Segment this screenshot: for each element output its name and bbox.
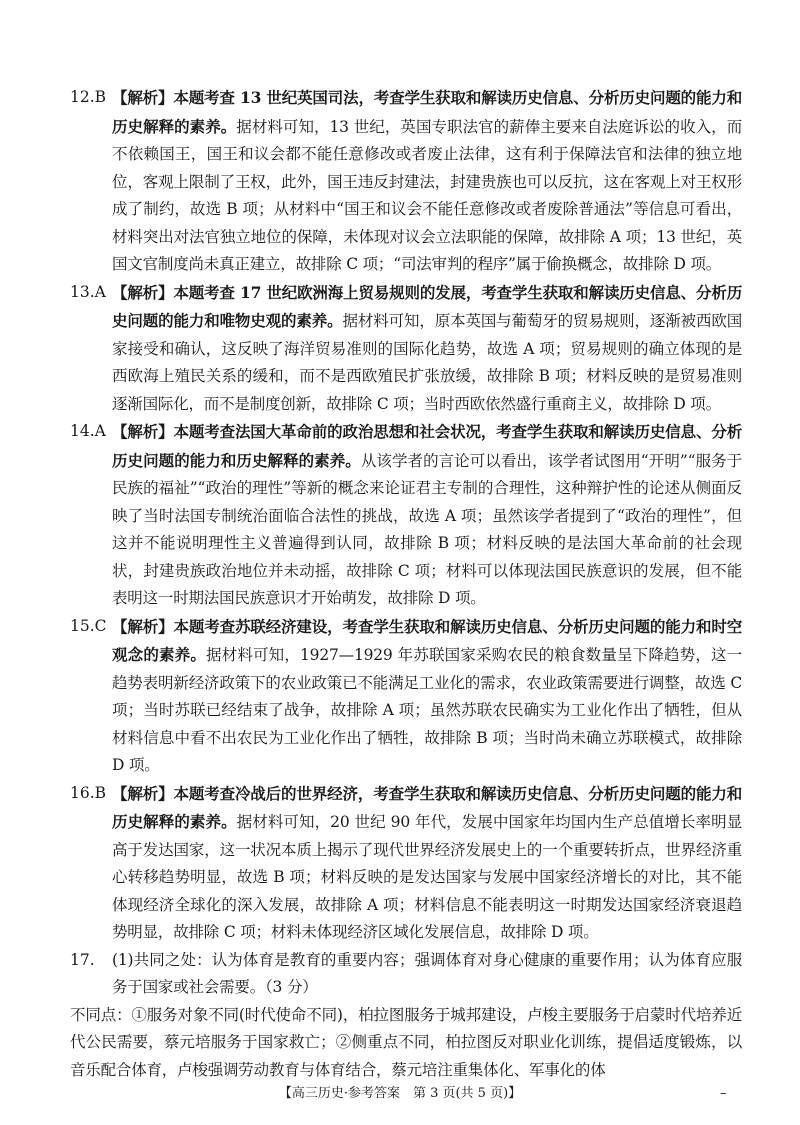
explanation bbox=[112, 84, 742, 279]
question-number: 13.A bbox=[70, 282, 106, 301]
explanation-lead: 【解析】本题考查苏联经济建设，考查学生获取和解读历史信息、分析历史问题的能力和时空观念的素养。 bbox=[112, 616, 742, 664]
question-number: 17. bbox=[70, 950, 95, 969]
explanation bbox=[112, 613, 742, 780]
answer-item-12 bbox=[70, 84, 742, 279]
explanation-text: 据材料可知，原本英国与葡萄牙的贸易规则，逐渐被西欧国家接受和确认，这反映了海洋贸易准则的国际化趋势，故选 A 项；贸易规则的确立体现的是西欧海上殖民关系的缓和，而不是西欧殖民扩张放缓，故排除 B 项；材料反映的是贸易准则逐渐国际化，而不是制度创新，故排除 C 项；当时西欧依然盛行重商主义，故排除 D 项。 bbox=[112, 312, 742, 413]
explanation bbox=[112, 780, 742, 947]
corner-mark: – bbox=[720, 1086, 727, 1101]
page-footer: 【高三历史·参考答案 第 3 页(共 5 页)】 bbox=[278, 1086, 522, 1101]
explanation-text: 据材料可知，20 世纪 90 年代，发展中国家年均国内生产总值增长率明显高于发达国家，这一状况本质上揭示了现代世界经济发展史上的一个重要转折点，世界经济重心转移趋势明显，故选 B 项；材料反映的是发达国家与发展中国家经济增长的对比，其不能体现经济全球化的深入发展，故排除 A 项；材料信息不能表明这一时期发达国家经济衰退趋势明显，故排除 C 项；材料未体现经济区域化发展信息，故排除 D 项。 bbox=[112, 813, 742, 941]
answer-item-17 bbox=[70, 947, 742, 1002]
part-2-text: 不同点：①服务对象不同(时代使命不同)，柏拉图服务于城邦建设，卢梭主要服务于启蒙时代培养近代公民需要，蔡元培服务于国家救亡；②侧重点不同，柏拉图反对职业化训练，提倡适度锻炼，以音乐配合体育，卢梭强调劳动教育与体育结合，蔡元培注重集体化、军事化的体 bbox=[70, 1005, 742, 1079]
explanation bbox=[112, 947, 742, 1002]
explanation-lead: 【解析】本题考查 17 世纪欧洲海上贸易规则的发展，考查学生获取和解读历史信息、分析历史问题的能力和唯物史观的素养。 bbox=[112, 282, 742, 330]
question-number: 16.B bbox=[70, 783, 107, 802]
part-1-text: (1)共同之处：认为体育是教育的重要内容；强调体育对身心健康的重要作用；认为体育应服务于国家或社会需要。（3 分） bbox=[112, 950, 742, 996]
question-number: 15.C bbox=[70, 616, 107, 635]
explanation bbox=[112, 279, 742, 419]
explanation-text: 从该学者的言论可以看出，该学者试图用“开明”“服务于民族的福祉”“政治的理性”等新的概念来论证君主专制的合理性，这种辩护性的论述从侧面反映了当时法国专制统治面临合法性的挑战，故选 A 项；虽然该学者提到了“政治的理性”，但这并不能说明理性主义普遍得到认同，故排除 B 项；材料反映的是法国大革命前的社会现状，封建贵族政治地位并未动摇，故排除 C 项；材料可以体现法国民族意识的发展，但不能表明这一时期法国民族意识才开始萌发，故排除 D 项。 bbox=[112, 451, 742, 607]
explanation-lead: 【解析】本题考查冷战后的世界经济，考查学生获取和解读历史信息、分析历史问题的能力和历史解释的素养。 bbox=[112, 783, 742, 831]
question-number: 12.B bbox=[70, 88, 107, 106]
answer-item-13 bbox=[70, 279, 742, 419]
answer-item-15 bbox=[70, 613, 742, 780]
explanation-lead: 【解析】本题考查 13 世纪英国司法，考查学生获取和解读历史信息、分析历史问题的能力和历史解释的素养。 bbox=[112, 88, 742, 136]
answer-list bbox=[70, 84, 742, 1084]
explanation-text: 据材料可知，1927—1929 年苏联国家采购农民的粮食数量呈下降趋势，这一趋势表明新经济政策下的农业政策已不能满足工业化的需求，农业政策需要进行调整，故选 C 项；当时苏联已经结束了战争，故排除 A 项；虽然苏联农民确实为工业化作出了牺牲，但从材料信息中看不出农民为工业化作出了牺牲，故排除 B 项；当时尚未确立苏联模式，故排除 D 项。 bbox=[112, 646, 742, 774]
question-number: 14.A bbox=[70, 422, 106, 440]
explanation bbox=[112, 418, 742, 613]
answer-item-16 bbox=[70, 780, 742, 947]
answer-item-14 bbox=[70, 418, 742, 613]
explanation-text: 据材料可知，13 世纪，英国专职法官的薪俸主要来自法庭诉讼的收入，而不依赖国王，国王和议会都不能任意修改或者废止法律，这有利于保障法官和法律的独立地位，客观上限制了王权，此外，国王违反封建法，封建贵族也可以反抗，这在客观上对王权形成了制约，故选 B 项；从材料中“国王和议会不能任意修改或者废除普通法”等信息可看出，材料突出对法官独立地位的保障，未体现对议会立法职能的保障，故排除 A 项；13 世纪，英国文官制度尚未真正建立，故排除 C 项；“司法审判的程序”属于偷换概念，故排除 D 项。 bbox=[112, 117, 742, 273]
explanation-lead: 【解析】本题考查法国大革命前的政治思想和社会状况，考查学生获取和解读历史信息、分析历史问题的能力和历史解释的素养。 bbox=[112, 422, 742, 470]
